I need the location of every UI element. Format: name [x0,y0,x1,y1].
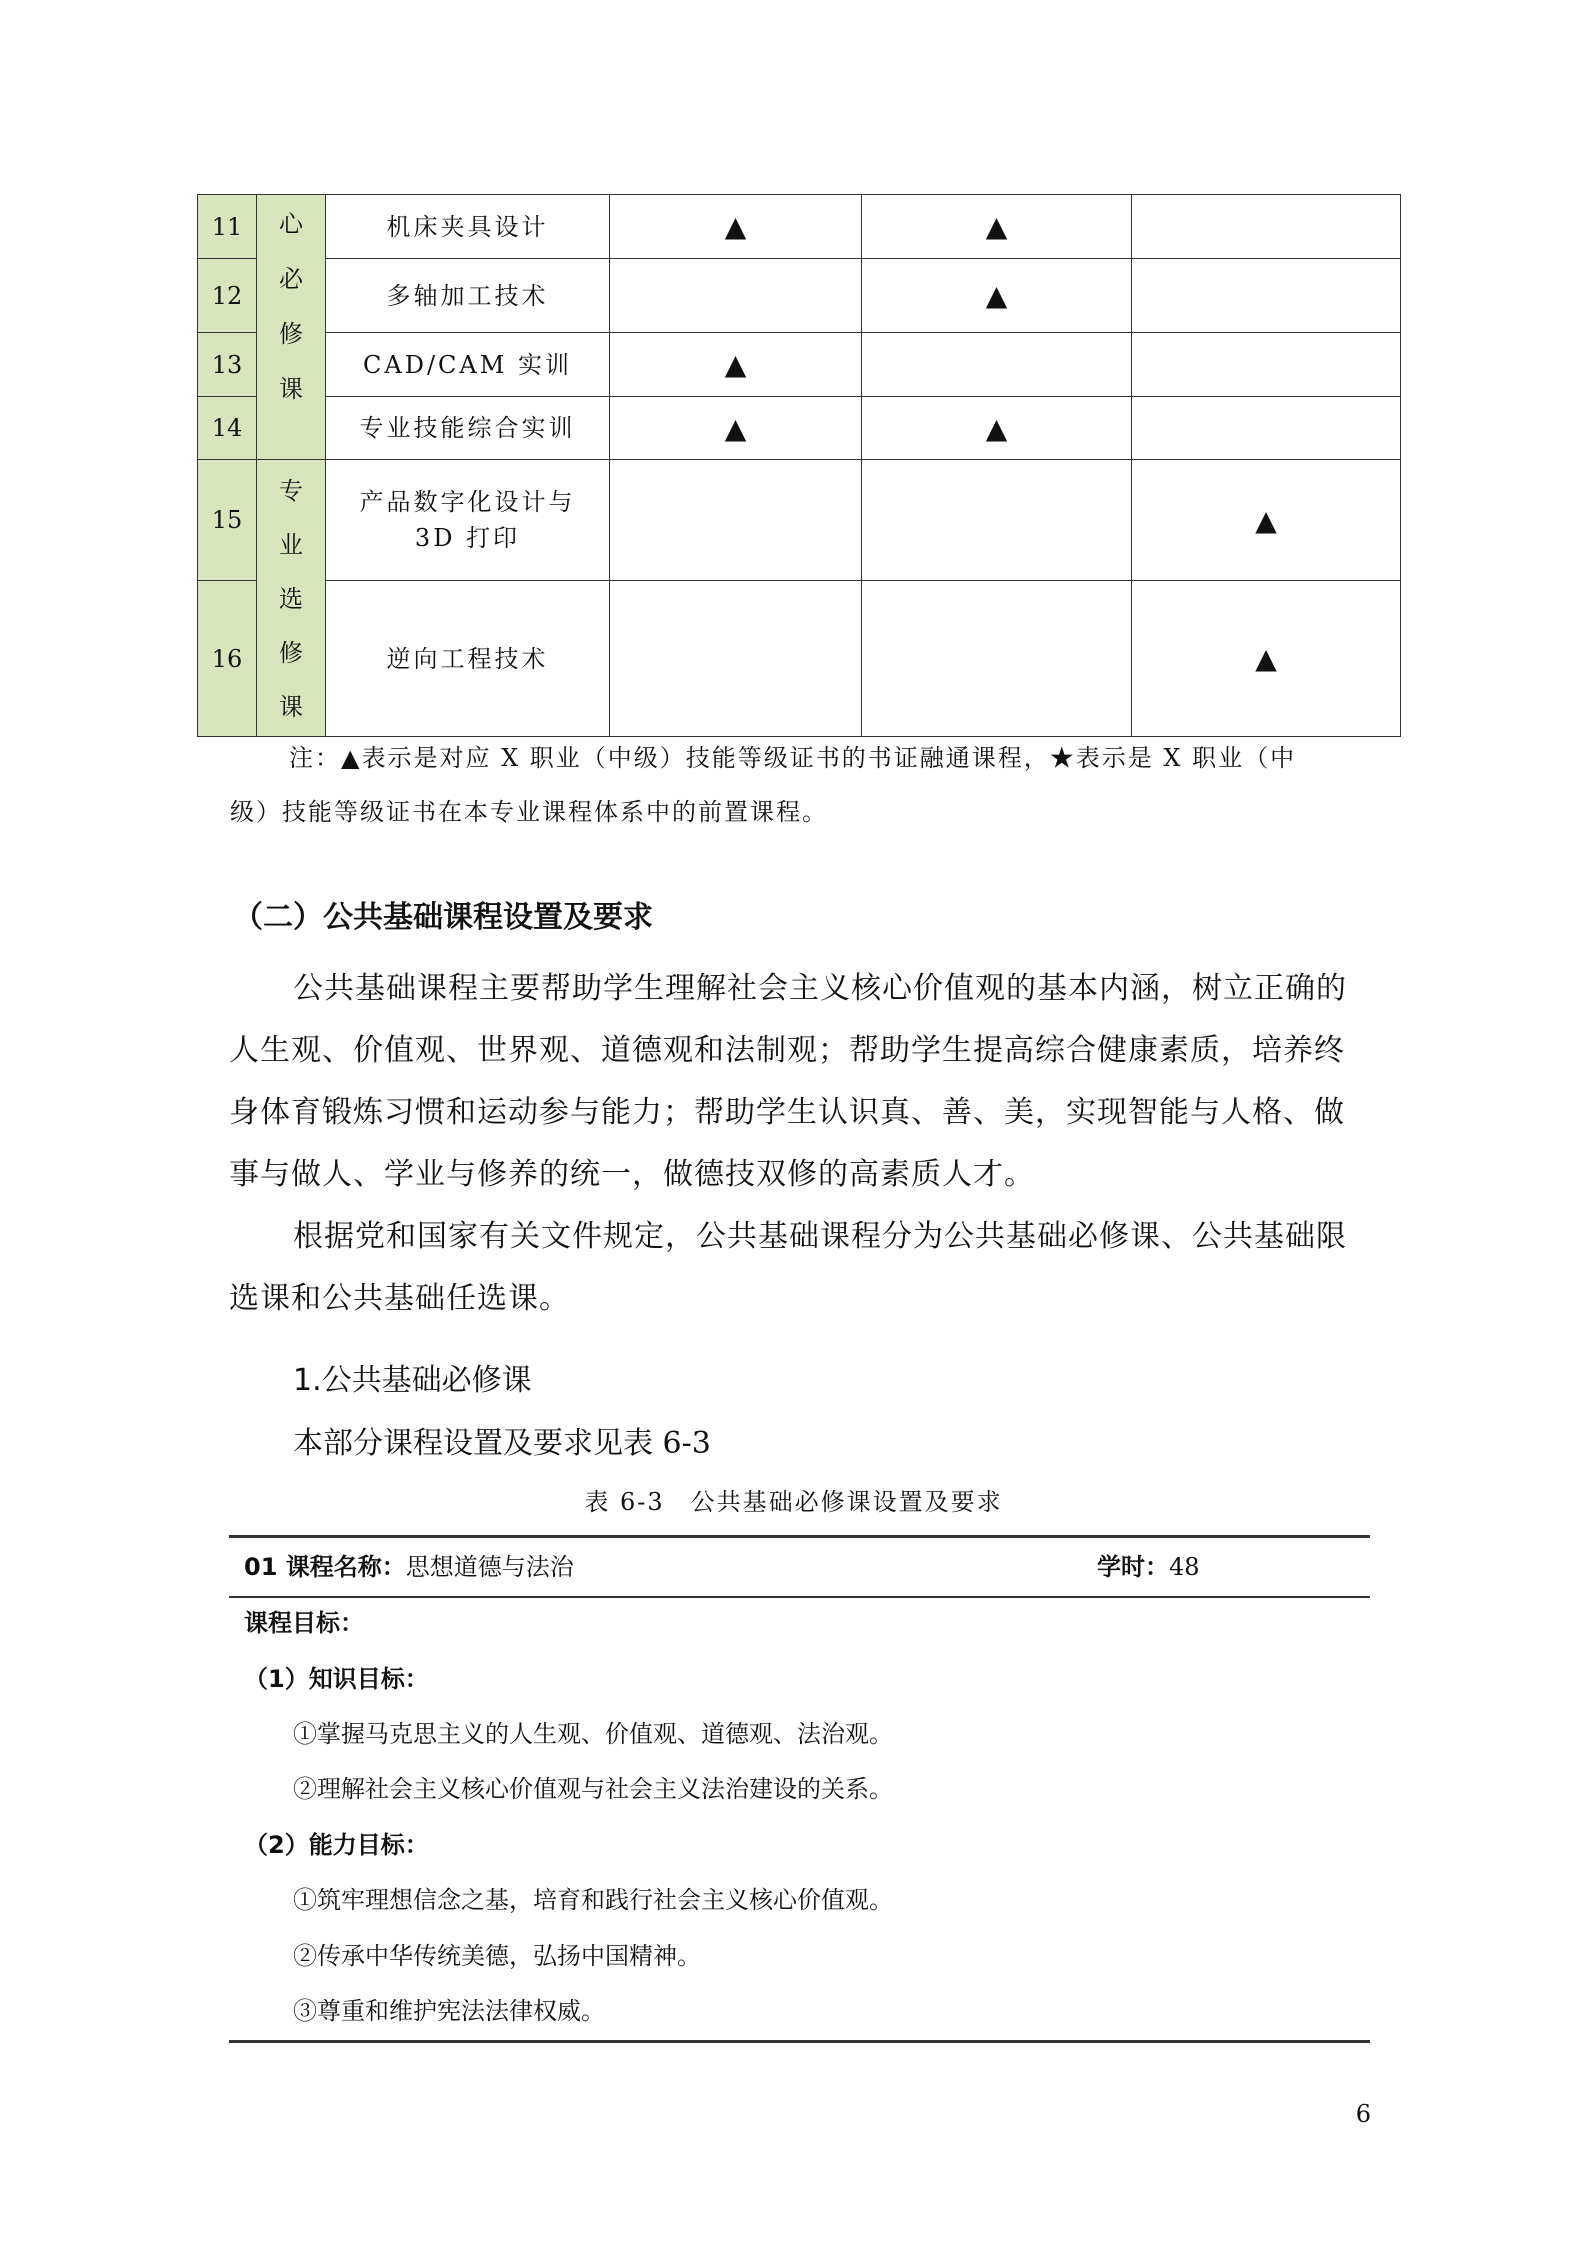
cert-mark [610,259,862,333]
cert-mark: ▲ [862,259,1132,333]
cert-mark: ▲ [1132,581,1401,737]
table-row [198,397,1401,460]
table-mid-rule [229,1596,1370,1598]
course-name: 专业技能综合实训 [326,397,610,460]
table-row [198,259,1401,333]
cert-mark: ▲ [610,333,862,397]
row-number: 14 [198,397,257,460]
knowledge-item: ②理解社会主义核心价值观与社会主义法治建设的关系。 [293,1775,893,1803]
cert-mark [1132,333,1401,397]
category-professional-elective: 专 业 选 修 课 [257,460,326,737]
table-row [198,581,1401,737]
row-number: 16 [198,581,257,737]
row-number: 13 [198,333,257,397]
cert-mark: ▲ [610,397,862,460]
table-note-line1: 注：▲表示是对应 X 职业（中级）技能等级证书的书证融通课程，★表示是 X 职业（中 [289,744,1297,772]
row-number: 11 [198,195,257,259]
cert-mark [1132,397,1401,460]
hours-row [1097,1547,1200,1582]
hours-value: 48 [1169,1553,1200,1581]
rules-paragraph: 根据党和国家有关文件规定，公共基础课程分为公共基础必修课、公共基础限选课和公共基础任选课。 [229,1219,1347,1316]
course-name-row [244,1547,574,1582]
course-name: 产品数字化设计与 3D 打印 [326,460,610,581]
cert-mark: ▲ [1132,460,1401,581]
sub-text: 本部分课程设置及要求见表 6-3 [293,1426,711,1461]
course-name: 逆向工程技术 [326,581,610,737]
table-row [198,195,1401,259]
cert-mark: ▲ [862,195,1132,259]
table-caption: 表 6-3 公共基础必修课设置及要求 [584,1488,1003,1516]
table-note-line2: 级）技能等级证书在本专业课程体系中的前置课程。 [230,798,828,826]
cert-mark [610,460,862,581]
cert-mark: ▲ [862,397,1132,460]
table-row [198,333,1401,397]
hours-label: 学时： [1097,1553,1169,1581]
table-bottom-rule [229,2040,1370,2043]
page-number: 6 [1355,2100,1371,2128]
ability-label: （2）能力目标： [244,1831,429,1859]
knowledge-label: （1）知识目标： [244,1665,429,1693]
ability-item: ①筑牢理想信念之基，培育和践行社会主义核心价值观。 [293,1886,893,1914]
row-number: 12 [198,259,257,333]
cert-mark: ▲ [610,195,862,259]
cert-mark [610,581,862,737]
sub-heading: 1.公共基础必修课 [293,1363,532,1398]
table-top-rule [229,1535,1370,1538]
goal-label: 课程目标： [244,1609,364,1637]
course-name-label: 01 课程名称： [244,1553,406,1581]
row-number: 15 [198,460,257,581]
course-name: CAD/CAM 实训 [326,333,610,397]
section-heading: （二）公共基础课程设置及要求 [233,900,653,935]
cert-mark [862,333,1132,397]
ability-item: ③尊重和维护宪法法律权威。 [293,1997,605,2025]
course-table [197,194,1401,737]
category-core-required: 心 必 修 课 [257,195,326,460]
course-name-value: 思想道德与法治 [405,1553,574,1581]
cert-mark [862,460,1132,581]
cert-mark [1132,259,1401,333]
course-name: 机床夹具设计 [326,195,610,259]
table-row [198,460,1401,581]
cert-mark [862,581,1132,737]
cert-mark [1132,195,1401,259]
course-name: 多轴加工技术 [326,259,610,333]
ability-item: ②传承中华传统美德，弘扬中国精神。 [293,1942,701,1970]
knowledge-item: ①掌握马克思主义的人生观、价值观、道德观、法治观。 [293,1720,893,1748]
intro-paragraph: 公共基础课程主要帮助学生理解社会主义核心价值观的基本内涵，树立正确的人生观、价值观、世界观、道德观和法制观；帮助学生提高综合健康素质，培养终身体育锻炼习惯和运动参与能力；帮助学生认识真、善、美，实现智能与人格、做事与做人、学业与修养的统一，做德技双修的高素质人才。 [229,971,1347,1192]
